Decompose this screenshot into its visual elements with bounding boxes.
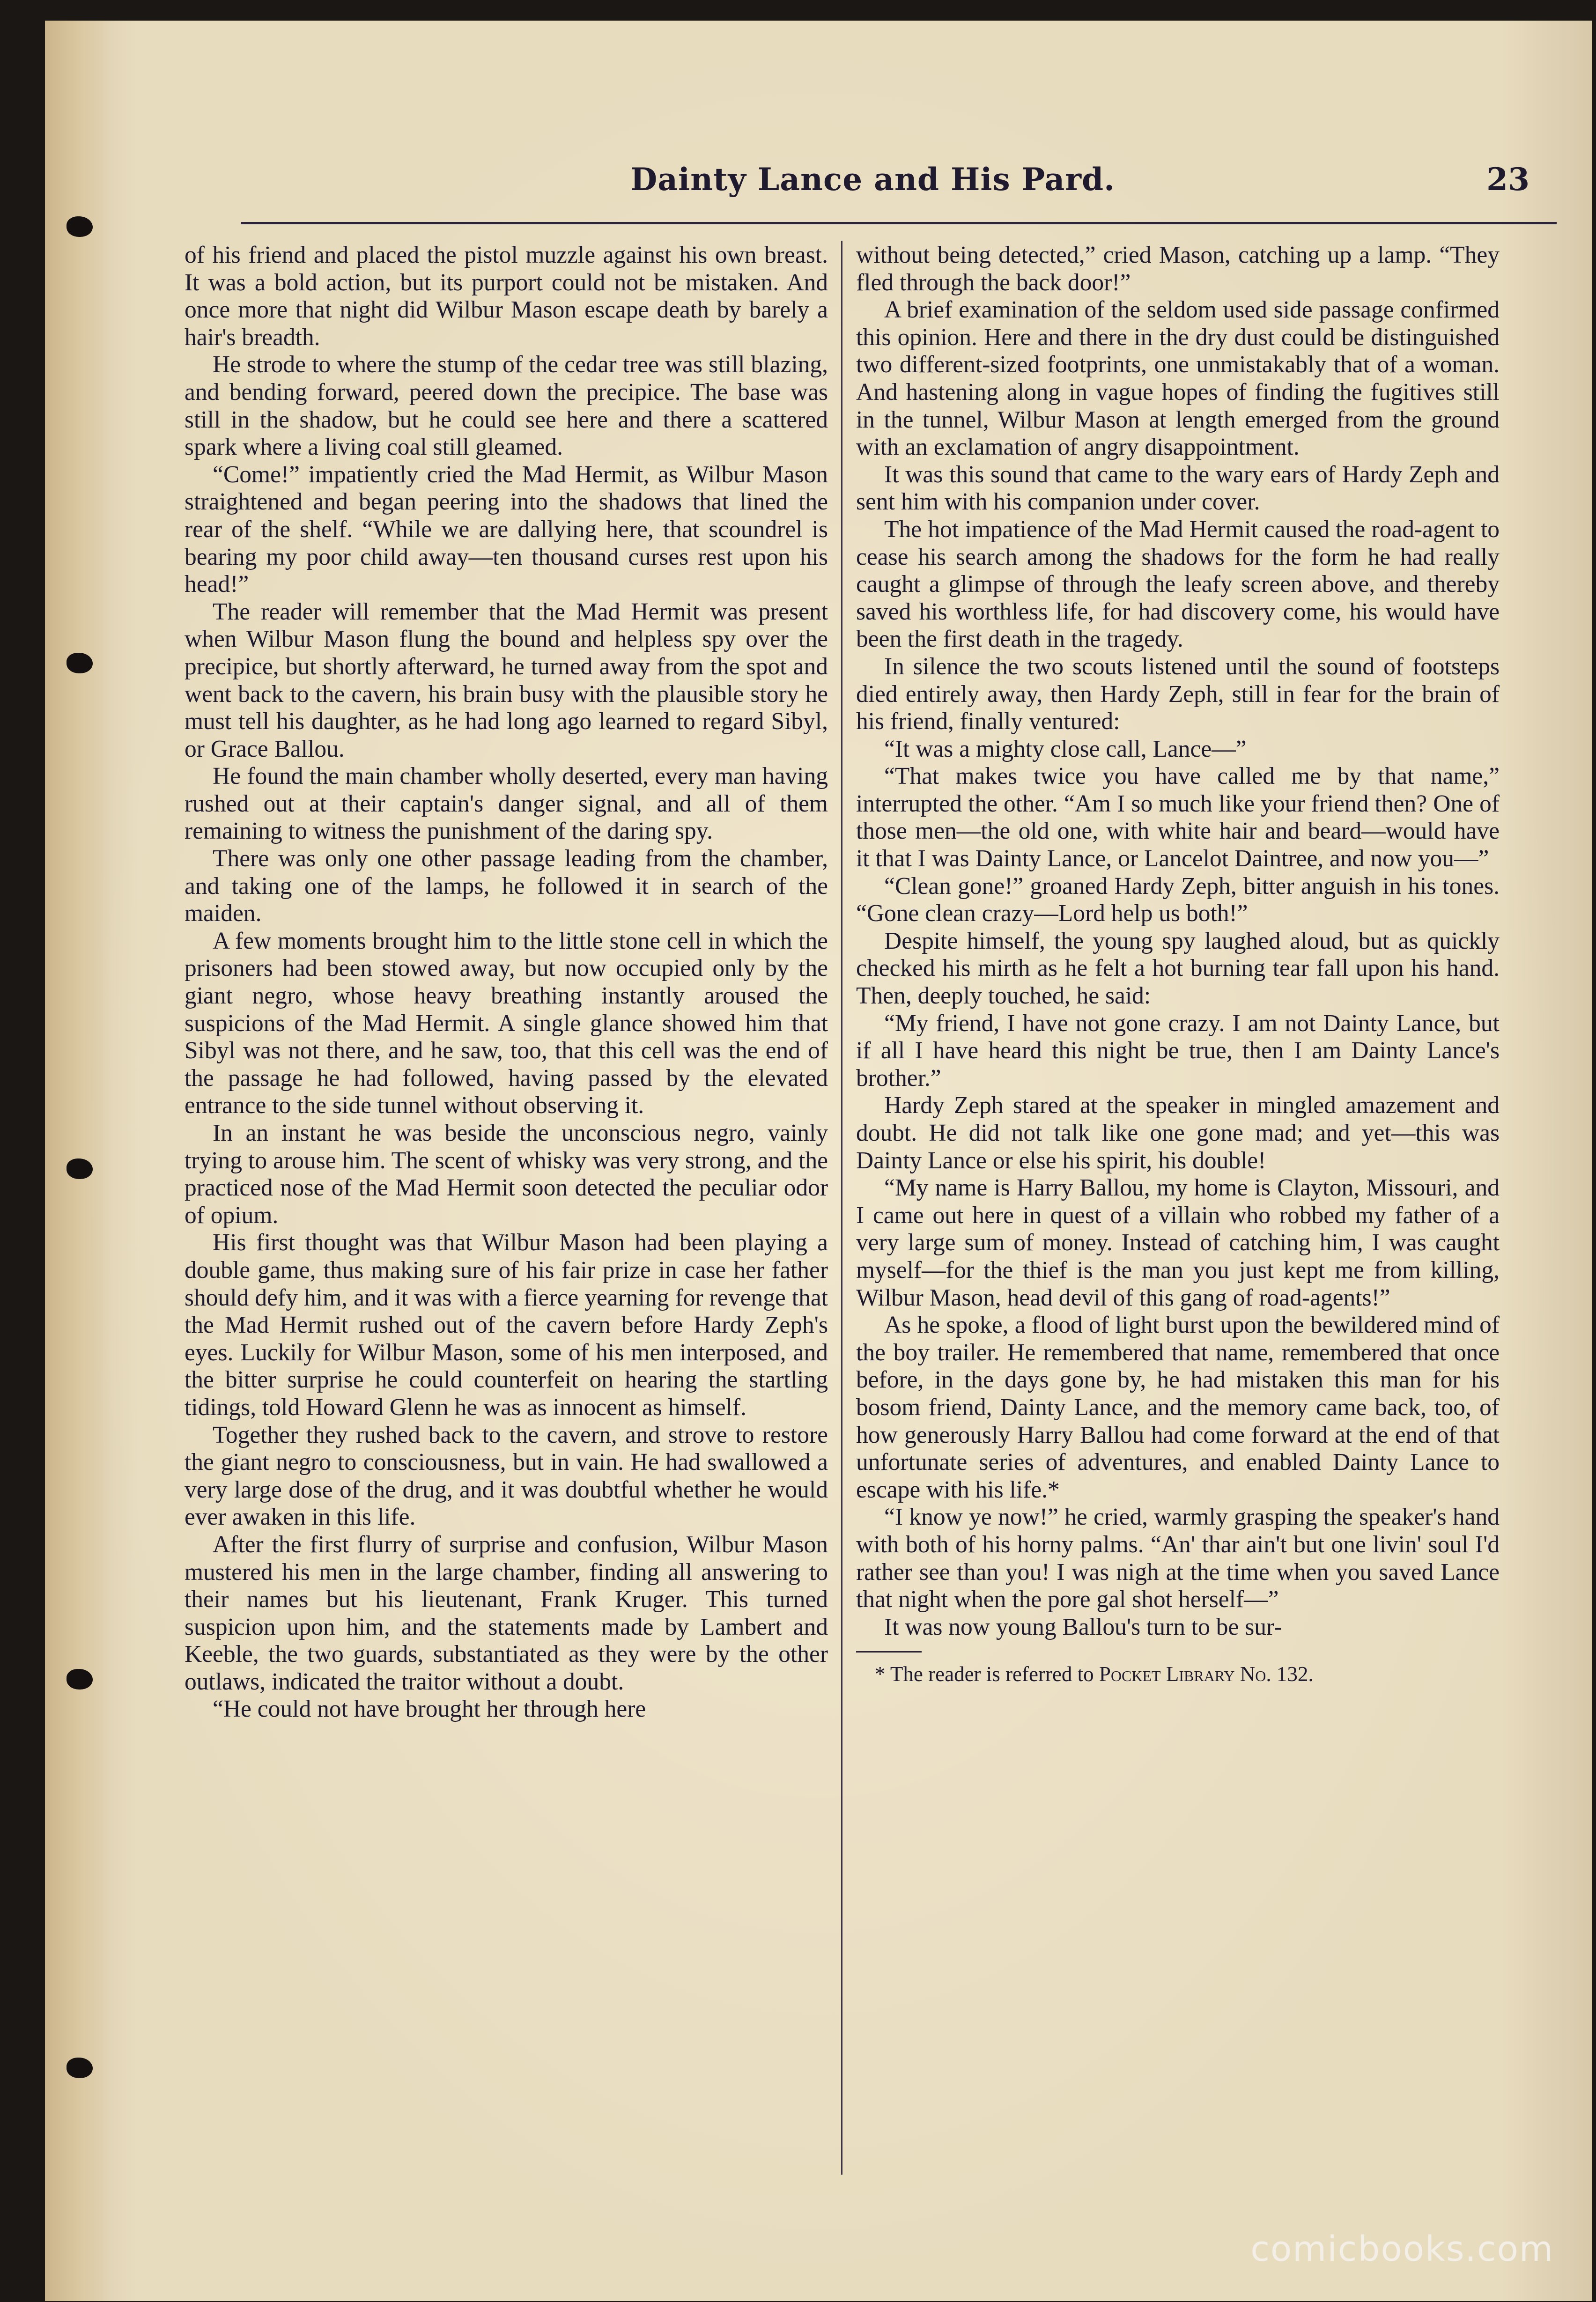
- paragraph: “I know ye now!” he cried, warmly grasping the speaker's hand with both of his horny palms. “An' thar ain't but one livin' soul I'd rather see than you! I was nigh at the time when you saved Lance that night when the pore gal shot herself—”: [856, 1504, 1500, 1613]
- binding-hole: [66, 1158, 93, 1179]
- paragraph: “He could not have brought her through here: [213, 1696, 646, 1723]
- paragraph: The reader will remember that the Mad Hermit was present when Wilbur Mason flung the bound and helpless spy over the precipice, but shortly afterward, he turned away from the spot and went back to the cavern, his brain busy with the plausible story he must tell his daughter, as he had long ago learned to regard Sibyl, or Grace Ballou.: [185, 598, 828, 762]
- binding-hole: [66, 653, 93, 673]
- paragraph: without being detected,” cried Mason, catching up a lamp. “They fled through the back door!”: [856, 242, 1500, 296]
- header-rule: [241, 222, 1557, 224]
- paragraph: It was this sound that came to the wary ears of Hardy Zeph and sent him with his companion under cover.: [856, 461, 1500, 516]
- paragraph: There was only one other passage leading from the chamber, and taking one of the lamps, he followed it in search of the maiden.: [185, 845, 828, 927]
- watermark: comicbooks.com: [1250, 2229, 1554, 2269]
- paragraph: “My friend, I have not gone crazy. I am not Dainty Lance, but if all I have heard this night be true, then I am Dainty Lance's brother.”: [856, 1010, 1500, 1092]
- running-header: [200, 156, 1558, 208]
- paragraph: He strode to where the stump of the cedar tree was still blazing, and bending forward, peered down the precipice. The base was still in the shadow, but he could see here and there a scattered spark where a living coal still gleamed.: [185, 351, 828, 461]
- paragraph: “It was a mighty close call, Lance—”: [884, 735, 1247, 762]
- footnote-rule: [856, 1651, 922, 1653]
- book-page: [45, 21, 1592, 2301]
- left-column: [185, 242, 828, 2208]
- binding-hole: [66, 216, 93, 237]
- paragraph: Despite himself, the young spy laughed aloud, but as quickly checked his mirth as he felt a hot burning tear fall upon his hand. Then, deeply touched, he said:: [856, 927, 1500, 1010]
- footnote-prefix: * The reader is referred to: [875, 1662, 1099, 1686]
- paragraph: “My name is Harry Ballou, my home is Clayton, Missouri, and I came out here in quest of a villain who robbed my father of a very large sum of money. Instead of catching him, I was caught myself—for the thief is the man you just kept me from killing, Wilbur Mason, head devil of this gang of road-agents!”: [856, 1174, 1500, 1311]
- footnote-library: Pocket Library No.: [1099, 1662, 1271, 1686]
- column-divider: [841, 241, 842, 2175]
- paragraph: As he spoke, a flood of light burst upon the bewildered mind of the boy trailer. He remembered that name, remembered that once before, in the days gone by, he had mistaken this man for his bosom friend, Dainty Lance, and the memory came back, too, of how generously Harry Ballou had come forward at the end of that unfortunate series of adventures, and enabled Dainty Lance to escape with his life.*: [856, 1312, 1500, 1503]
- footnote: [856, 1661, 1500, 1687]
- paragraph: It was now young Ballou's turn to be sur-: [884, 1613, 1282, 1640]
- binding-hole: [66, 2058, 93, 2078]
- paragraph: of his friend and placed the pistol muzzle against his own breast. It was a bold action, but its purport could not be mistaken. And once more that night did Wilbur Mason escape death by barely a hair's breadth.: [185, 242, 828, 351]
- paragraph: Hardy Zeph stared at the speaker in mingled amazement and doubt. He did not talk like one gone mad; and yet—this was Dainty Lance or else his spirit, his double!: [856, 1092, 1500, 1174]
- paragraph: In silence the two scouts listened until the sound of footsteps died entirely away, then Hardy Zeph, still in fear for the brain of his friend, finally ventured:: [856, 653, 1500, 735]
- paragraph: A few moments brought him to the little stone cell in which the prisoners had been stowed away, but now occupied only by the giant negro, whose heavy breathing instantly aroused the suspicions of the Mad Hermit. A single glance showed him that Sibyl was not there, and he saw, too, that this cell was the end of the passage he had followed, having passed by the elevated entrance to the side tunnel without observing it.: [185, 927, 828, 1119]
- binding-hole: [66, 1669, 93, 1690]
- paragraph: Together they rushed back to the cavern, and strove to restore the giant negro to consciousness, but in vain. He had swallowed a very large dose of the drug, and it was doubtful whether he would ever awaken in this life.: [185, 1421, 828, 1531]
- footnote-suffix: 132.: [1271, 1662, 1314, 1686]
- paragraph: After the first flurry of surprise and confusion, Wilbur Mason mustered his men in the large chamber, finding all answering to their names but his lieutenant, Frank Kruger. This turned suspicion upon him, and the statements made by Lambert and Keeble, the two guards, substantiated as they were by the other outlaws, indicated the traitor without a doubt.: [185, 1531, 828, 1695]
- paragraph: A brief examination of the seldom used side passage confirmed this opinion. Here and there in the dry dust could be distinguished two different-sized footprints, one unmistakably that of a woman. And hastening along in vague hopes of finding the fugitives still in the tunnel, Wilbur Mason at length emerged from the ground with an exclamation of angry disappointment.: [856, 296, 1500, 461]
- paragraph: In an instant he was beside the unconscious negro, vainly trying to arouse him. The scent of whisky was very strong, and the practiced nose of the Mad Hermit soon detected the peculiar odor of opium.: [185, 1120, 828, 1229]
- paragraph: “That makes twice you have called me by that name,” interrupted the other. “Am I so much like your friend then? One of those men—the old one, with white hair and beard—would have it that I was Dainty Lance, or Lancelot Daintree, and now you—”: [856, 763, 1500, 872]
- paragraph: “Clean gone!” groaned Hardy Zeph, bitter anguish in his tones. “Gone clean crazy—Lord help us both!”: [856, 872, 1500, 927]
- paragraph: The hot impatience of the Mad Hermit caused the road-agent to cease his search among the shadows for the form he had really caught a glimpse of through the leafy screen above, and thereby saved his worthless life, for had discovery come, his would have been the first death in the tragedy.: [856, 516, 1500, 653]
- page-number: 23: [1486, 161, 1530, 198]
- paragraph: He found the main chamber wholly deserted, every man having rushed out at their captain's danger signal, and all of them remaining to witness the punishment of the daring spy.: [185, 763, 828, 845]
- paragraph: “Come!” impatiently cried the Mad Hermit, as Wilbur Mason straightened and began peering into the shadows that lined the rear of the shelf. “While we are dallying here, that scoundrel is bearing my poor child away—ten thousand curses rest upon his head!”: [185, 461, 828, 598]
- right-column: [856, 242, 1500, 2208]
- page-title: Dainty Lance and His Pard.: [630, 161, 1116, 198]
- paragraph: His first thought was that Wilbur Mason had been playing a double game, thus making sure of his fair prize in case her father should defy him, and it was with a fierce yearning for revenge that the Mad Hermit rushed out of the cavern before Hardy Zeph's eyes. Luckily for Wilbur Mason, some of his men interposed, and the bitter surprise he could counterfeit on hearing the startling tidings, told Howard Glenn he was as innocent as himself.: [185, 1229, 828, 1421]
